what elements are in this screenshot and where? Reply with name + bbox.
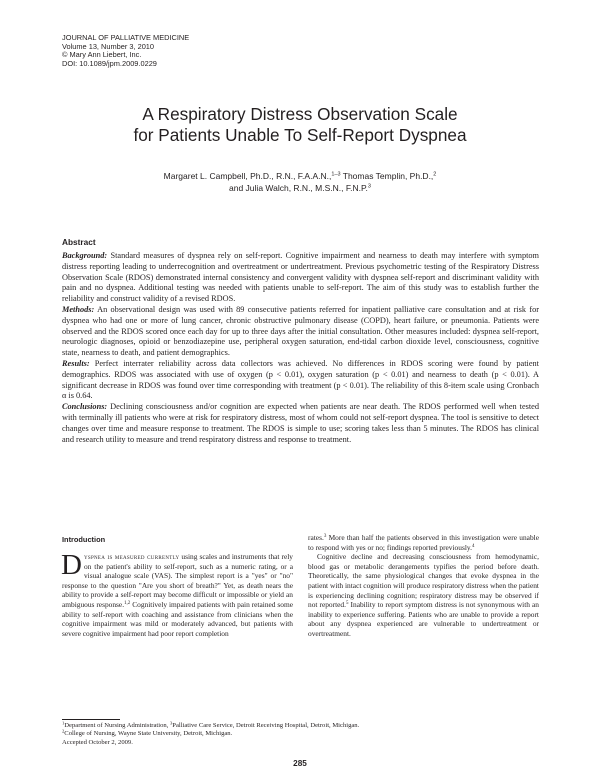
footnote-2-text: College of Nursing, Wayne State University, Detroit, Michigan.	[64, 730, 233, 738]
abstract-methods	[62, 305, 539, 359]
author-campbell-affil: 1–3	[331, 171, 341, 178]
citation-4: 4	[471, 543, 475, 549]
accepted-date: Accepted October 2, 2009.	[62, 738, 133, 746]
author-campbell: Margaret L. Campbell, Ph.D., R.N., F.A.A.N.,	[163, 171, 332, 181]
footnote-3-text: Palliative Care Service, Detroit Receiving Hospital, Detroit, Michigan.	[172, 722, 360, 729]
footnote-2-marker: 2	[62, 728, 65, 734]
intro-p1-text: using scales and instruments that rely on the patient's ability to self-report, such as a numeric rating, or a visual analogue scale (VAS). The simplest report is a "yes" or "no" response to the question "Are you short of breath?" Yet, as death nears the ability to provide a self-report may become difficult or impossible or yield an ambiguous response.	[62, 552, 294, 609]
introduction-heading: Introduction	[62, 535, 106, 544]
author-templin-affil: 2	[433, 171, 437, 178]
background-text: Standard measures of dyspnea rely on self-report. Cognitive impairment and nearness to death may interfere with symptom distress reporting leading to underrecognition and overtreatment or undertreatment. Previous psychometric testing of the Respiratory Distress Observation Scale (RDOS) demonstrated internal consistency and convergent validity with dyspnea self-report and discriminant validity with pain and no dyspnea. Additional testing was needed with patients unable to self-report. The aim of this study was to establish further the reliability and construct validity of a revised RDOS.	[62, 251, 539, 304]
journal-copyright: © Mary Ann Liebert, Inc.	[62, 50, 142, 60]
abstract-body	[62, 251, 539, 445]
title-line-1: A Respiratory Distress Observation Scale	[142, 104, 458, 124]
results-label: Results:	[62, 358, 90, 368]
methods-text: An observational design was used with 89 consecutive patients referred for inpatient palliative care consultation and at risk for dyspnea who had one or more of lung cancer, chronic obstructive pulmonary disease (COPD), heart failure, or pneumonia. Patients were observed and the RDOS scored once each day for up to three days after the initial consultation. Other measures included: dyspnea self-report, neurologic diagnoses, opioid or benzodiazepine use, peripheral oxygen saturation, end-tidal carbon dioxide level, consciousness, cognitive state, nearness to death, and patient demographics.	[62, 304, 539, 358]
body-column-left	[61, 549, 294, 638]
abstract-results	[62, 359, 539, 402]
abstract-background	[62, 251, 539, 305]
citation-3: 3	[323, 534, 327, 539]
footnote-1-marker: 1	[62, 720, 65, 726]
background-label: Background:	[62, 251, 108, 260]
drop-cap: D	[61, 549, 82, 581]
intro-p1-end: Cognitively impaired patients with pain retained some ability to self-report with coaching and assistance from clinicians when the cognitive impairment was mild or moderately advanced, but patients with severe cognitive impairment had poor report completion	[62, 599, 293, 638]
abstract-heading: Abstract	[62, 237, 96, 247]
intro-paragraph-2	[308, 533, 539, 552]
journal-volume: Volume 13, Number 3, 2010	[62, 41, 155, 51]
intro-smallcaps-lead: yspnea is measured currently	[83, 552, 180, 561]
footnote-affiliation-2	[62, 730, 539, 738]
title-line-2: for Patients Unable To Self-Report Dyspnea	[133, 124, 467, 145]
footnote-3-marker: 3	[169, 720, 173, 726]
intro-p2-start: rates.	[308, 533, 324, 542]
citation-1-2: 1,2	[124, 600, 131, 606]
intro-p3-end: Inability to report symptom distress is not synonymous with an inability to experience suffering. Patients who are unable to provide a report about any dyspnea experienced are vulnerable to undertreatment or overtreatment.	[308, 600, 539, 638]
author-walch: and Julia Walch, R.N., M.S.N., F.N.P.	[229, 183, 368, 193]
methods-label: Methods:	[62, 304, 95, 314]
intro-paragraph-3	[308, 552, 539, 638]
footnotes	[62, 722, 539, 747]
author-list	[60, 170, 540, 194]
citation-5: 5	[345, 601, 349, 607]
footnote-1-text: Department of Nursing Administration,	[64, 722, 169, 729]
page-number: 285	[293, 759, 307, 768]
conclusions-text: Declining consciousness and/or cognition are expected when patients are near death. The RDOS performed well when tested with terminally ill patients who were at risk for respiratory distress, most of whom could not self-report dyspnea. The tool is sensitive to detect changes over time and measure response to treatment. The RDOS is simple to use; scoring takes less than 5 minutes. The RDOS has clinical and research utility to measure and trend respiratory distress and response to treatment.	[62, 402, 539, 444]
abstract-conclusions	[62, 402, 539, 445]
article-title	[60, 104, 540, 145]
body-column-right	[308, 533, 539, 639]
author-walch-affil: 3	[367, 183, 371, 190]
journal-name: JOURNAL OF PALLIATIVE MEDICINE	[62, 33, 190, 42]
journal-info	[62, 34, 189, 68]
author-templin: Thomas Templin, Ph.D.,	[342, 171, 434, 181]
footnote-divider	[62, 719, 120, 720]
intro-paragraph-1	[61, 549, 294, 638]
conclusions-label: Conclusions:	[62, 402, 108, 412]
intro-p2-text: More than half the patients observed in this investigation were unable to respond with yes or no; findings reported previously.	[308, 533, 539, 552]
results-text: Perfect interrater reliability across data collectors was achieved. No differences in RDOS scoring were found by patient demographics. RDOS was associated with use of oxygen (p < 0.01), oxygen saturation (p < 0.01) and nearness to death (p < 0.01). A significant decrease in RDOS was found over time corresponding with treatment (p < 0.01). The reliability of this 8-item scale using Cronbach α is 0.64.	[62, 358, 539, 401]
journal-doi: DOI: 10.1089/jpm.2009.0229	[62, 58, 157, 68]
intro-p3-text: Cognitive decline and decreasing consciousness from hemodynamic, blood gas or metabolic derangements typifies the period before death. Theoretically, the same physiological changes that evoke dyspnea in the patient with intact cognition will produce respiratory distress when the patient is experiencing declining cognition; respiratory distress may be observed if not reported.	[308, 552, 539, 610]
